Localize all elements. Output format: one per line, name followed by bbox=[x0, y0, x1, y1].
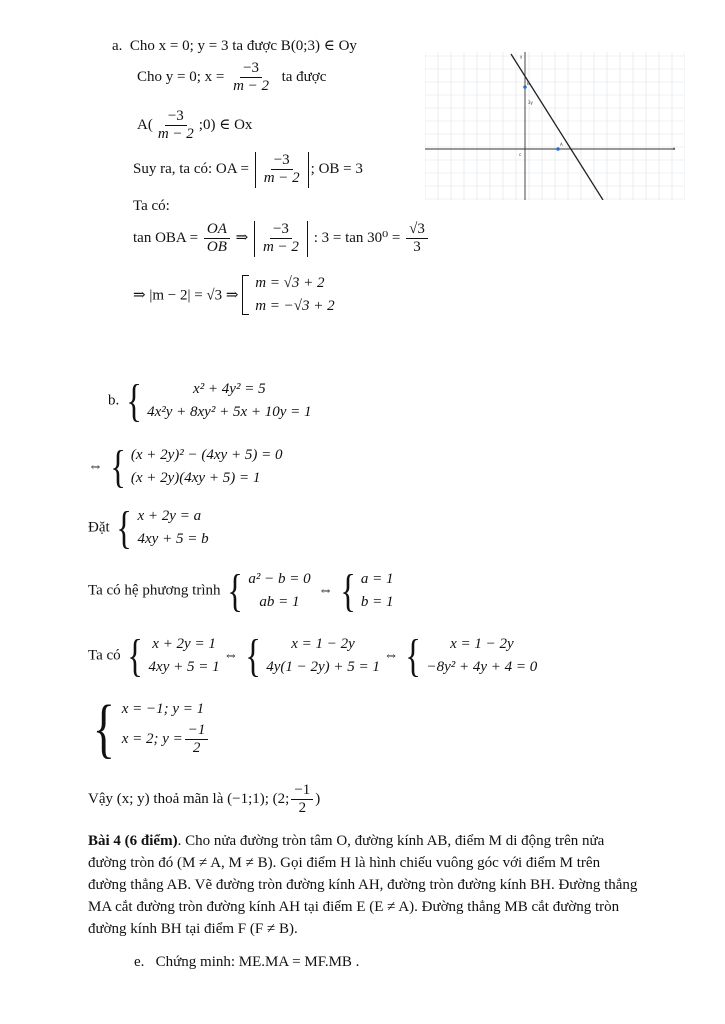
denominator: m − 2 bbox=[157, 126, 194, 143]
brace: { bbox=[227, 565, 244, 616]
equation: a² − b = 0 bbox=[248, 571, 311, 587]
numerator: √3 bbox=[406, 221, 428, 239]
text: A( bbox=[137, 117, 153, 134]
text: Cho y = 0; x = bbox=[137, 69, 225, 86]
equation: 4xy + 5 = b bbox=[137, 531, 209, 547]
fraction bbox=[204, 221, 230, 257]
text: Suy ra, ta có: OA = bbox=[133, 161, 249, 178]
numerator: −3 bbox=[271, 152, 293, 170]
bai4-paragraph bbox=[88, 830, 637, 940]
equivalent-symbol: ⇔ bbox=[383, 647, 399, 664]
equivalent-symbol: ⇔ bbox=[318, 582, 334, 599]
system-taco-1 bbox=[124, 630, 220, 681]
text: Đặt bbox=[88, 519, 110, 536]
text: Ta có hệ phương trình bbox=[88, 582, 221, 599]
part-a-text-1: Cho x = 0; y = 3 ta được B(0;3) ∈ Oy bbox=[129, 38, 357, 54]
system-dat bbox=[113, 502, 209, 553]
implies-symbol: ⇒ bbox=[235, 230, 249, 247]
equation: 4x²y + 8xy² + 5x + 10y = 1 bbox=[147, 404, 312, 420]
text: ;0) ∈ Ox bbox=[198, 117, 253, 134]
equation: b = 1 bbox=[360, 594, 394, 610]
fraction bbox=[291, 782, 313, 818]
bai4-line1 bbox=[88, 830, 637, 852]
brace: { bbox=[340, 565, 356, 616]
equation: 4xy + 5 = 1 bbox=[148, 659, 220, 675]
brace: { bbox=[127, 630, 144, 681]
case-1: m = √3 + 2 bbox=[255, 275, 325, 291]
bai4-line3: đường thẳng AB. Vẽ đường tròn đường kính AH, đường tròn đường kính BH. Đường thẳng bbox=[88, 877, 638, 893]
system-1 bbox=[123, 375, 312, 426]
case-2: m = −√3 + 2 bbox=[255, 298, 335, 314]
text: Vậy (x; y) thoả mãn là (−1;1); (2; bbox=[88, 791, 290, 808]
text: ta được bbox=[281, 69, 327, 86]
denominator: 3 bbox=[413, 239, 421, 256]
equation: x = 1 − 2y bbox=[450, 636, 514, 652]
numerator: −3 bbox=[165, 108, 187, 126]
equation: x = 1 − 2y bbox=[291, 636, 355, 652]
numerator: −3 bbox=[240, 60, 262, 78]
part-b-system bbox=[108, 375, 312, 426]
part-a-line1 bbox=[112, 36, 357, 55]
brace: { bbox=[92, 692, 115, 765]
item-label: e. bbox=[134, 954, 145, 970]
equivalent-symbol: ⇔ bbox=[223, 647, 239, 664]
equivalent-symbol: ⇔ bbox=[88, 458, 103, 475]
numerator: −1 bbox=[185, 722, 209, 740]
part-a-line6 bbox=[133, 221, 430, 257]
bai4-line4: MA cắt đường tròn đường kính AH tại điểm E (E ≠ A). Đường thẳng MB cắt đường tròn bbox=[88, 899, 620, 915]
label-b: B bbox=[527, 81, 530, 86]
label-c: c bbox=[519, 152, 522, 157]
solution-system bbox=[88, 692, 210, 765]
equation: x = −1; y = 1 bbox=[121, 700, 205, 717]
equation: a = 1 bbox=[360, 571, 394, 587]
absolute-value bbox=[255, 152, 309, 188]
equation bbox=[122, 722, 211, 758]
bai4-title: Bài 4 (6 điểm) bbox=[88, 833, 178, 849]
text: : 3 = tan 30⁰ = bbox=[313, 230, 401, 247]
case-system bbox=[242, 275, 334, 315]
bai4-item-e bbox=[134, 954, 359, 971]
part-a-line4 bbox=[133, 152, 363, 188]
numerator: OA bbox=[204, 221, 230, 239]
denominator: 2 bbox=[298, 800, 307, 817]
fraction bbox=[406, 221, 428, 257]
system-hpt bbox=[224, 565, 311, 616]
part-a-line3 bbox=[137, 108, 252, 144]
equation: x² + 4y² = 5 bbox=[193, 381, 266, 397]
fraction bbox=[261, 152, 303, 188]
part-a-line5: Ta có: bbox=[133, 198, 170, 214]
text: ; OB = 3 bbox=[310, 161, 363, 178]
equation: (x + 2y)² − (4xy + 5) = 0 bbox=[130, 447, 283, 463]
fraction bbox=[185, 722, 209, 758]
label-x: x bbox=[673, 146, 676, 151]
brace: { bbox=[126, 375, 142, 426]
denominator: OB bbox=[206, 239, 227, 256]
numerator: −3 bbox=[270, 221, 292, 239]
equation: 4y(1 − 2y) + 5 = 1 bbox=[266, 659, 380, 675]
label-y: y bbox=[520, 54, 523, 59]
part-a-line7 bbox=[133, 275, 335, 315]
system-solution bbox=[88, 692, 210, 765]
part-b-system-2 bbox=[88, 441, 283, 492]
numerator: −1 bbox=[291, 782, 313, 800]
brace: { bbox=[245, 630, 261, 681]
dat-system bbox=[88, 502, 209, 553]
conclusion-line bbox=[88, 782, 320, 818]
bai4-line5: đường kính BH tại điểm F (F ≠ B). bbox=[88, 921, 298, 937]
denominator: 2 bbox=[192, 740, 201, 756]
equation: x + 2y = a bbox=[137, 508, 202, 524]
equation: −8y² + 4y + 4 = 0 bbox=[426, 659, 538, 675]
absolute-value bbox=[254, 221, 308, 257]
fraction bbox=[230, 60, 272, 96]
text: ⇒ |m − 2| = √3 ⇒ bbox=[133, 287, 239, 304]
denominator: m − 2 bbox=[263, 170, 300, 187]
system-2 bbox=[107, 441, 283, 492]
part-a-label: a. bbox=[112, 38, 123, 54]
label-a: A bbox=[560, 142, 563, 147]
text: tan OBA = bbox=[133, 230, 199, 247]
brace: { bbox=[110, 441, 126, 492]
brace: { bbox=[405, 630, 422, 681]
hpt-system bbox=[88, 565, 394, 616]
text: . Cho nửa đường tròn tâm O, đường kính AB, điểm M di động trên nửa bbox=[177, 833, 605, 849]
item-text: Chứng minh: ME.MA = MF.MB . bbox=[155, 954, 360, 970]
equation: x + 2y = 1 bbox=[152, 636, 216, 652]
brace: { bbox=[116, 502, 133, 553]
system-taco-3 bbox=[402, 630, 538, 681]
part-b-label: b. bbox=[108, 392, 120, 409]
denominator: m − 2 bbox=[262, 239, 299, 256]
system-hpt-result bbox=[337, 565, 394, 616]
point-a bbox=[556, 147, 560, 151]
equation: ab = 1 bbox=[259, 594, 300, 610]
taco-system bbox=[88, 630, 538, 681]
text: ) bbox=[315, 791, 321, 808]
denominator: m − 2 bbox=[233, 78, 270, 95]
label-3y: 3y bbox=[528, 100, 533, 105]
system-taco-2 bbox=[242, 630, 380, 681]
text: Ta có bbox=[88, 647, 121, 664]
text: x = 2; y = bbox=[121, 730, 183, 747]
part-a-line2 bbox=[137, 60, 326, 96]
fraction bbox=[155, 108, 197, 144]
equation: (x + 2y)(4xy + 5) = 1 bbox=[130, 470, 261, 486]
coordinate-graph bbox=[425, 52, 685, 200]
bracket bbox=[242, 275, 249, 315]
fraction bbox=[260, 221, 302, 257]
bai4-line2: đường tròn đó (M ≠ A, M ≠ B). Gọi điểm H là hình chiếu vuông góc với điểm M trên bbox=[88, 855, 601, 871]
